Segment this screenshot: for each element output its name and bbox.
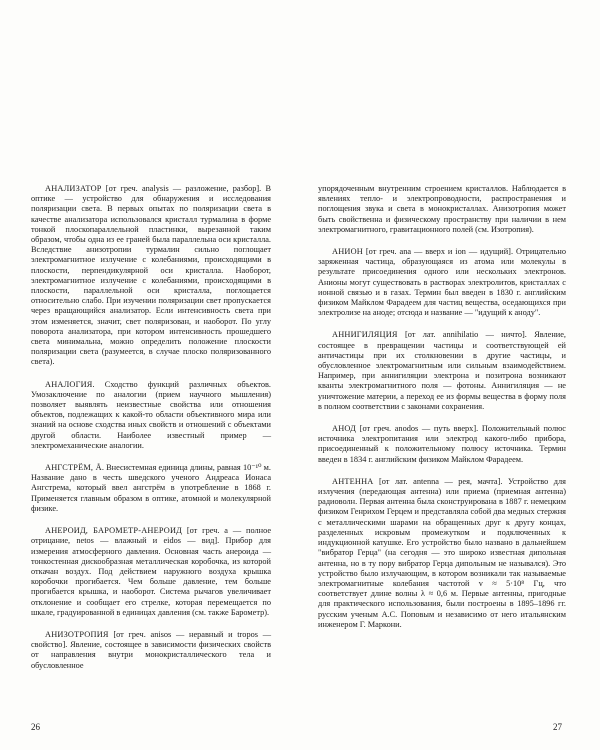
entry-headword: АНИОН [332,247,363,257]
entry-headword: АННИГИЛЯЦИЯ [332,330,398,340]
entry-headword: АНАЛОГИЯ [45,379,93,389]
entry-text: [от греч. anodos — путь вверх]. Положительный полюс источника электропитания или электрод какого-либо прибора, присоединенный к положительному полюсу источника. Термин введен в 1834 г. английским физиком Майклом Фарадеем. [318,424,566,464]
entry-analogy [31,380,271,451]
entry-text: [от греч. ana — вверх и ion — идущий]. Отрицательно заряженная частица, образующаяся из атома или молекулы в результате присоединения одного или нескольких электронов. Анионы могут существовать в растворах электролитов, кристаллах с ионной связью и в газах. Термин был введен в 1830 г. английским физиком Майклом Фарадеем для частиц вещества, оседающихся при электролизе на аноде; отсюда и название — "идущий к аноду". [318,247,566,318]
entry-headword: АНГСТРЁМ, Å [45,463,102,473]
entry-text: [от греч. а — полное отрицание, netos — влажный и eidos — вид]. Прибор для измерения атмосферного давления. Основная часть анероида — тонкостенная дискообразная металлическая коробочка, из которой откачан воздух. Под действием наружного воздуха крышка коробочки прогибается. Чем больше давление, тем больше прогибается крышка, и наоборот. Система рычагов увеличивает отклонение и сообщает его стрелке, которая перемещается по шкале, градуированной в единицах давления (см. также Барометр). [31,526,272,617]
entry-text: упорядоченным внутренним строением кристаллов. Наблюдается в явлениях тепло- и электропроводности, распространения и поглощения звука и света в монокристаллах. Анизотропия может быть свойственна и физическому пространству при наличии в нем электромагнитного, гравитационного полей (см. Изотропия). [318,184,566,234]
page-number-right: 27 [553,722,562,732]
entry-text: . Сходство функций различных объектов. Умозаключение по аналогии (прием научного мышления) позволяет выявлять неизвестные свойства или отношения объектов, подлежащих к какой-то области объективного мира или знаний на основе сходства иных свойств и отношений с объектами другой области. Наиболее известный пример — электромеханические аналогии. [31,379,271,450]
left-column [31,184,271,680]
entry-text: . Внесистемная единица длины, равная 10⁻¹⁰ м. Название дано в честь шведского ученого Андреаса Ионаса Ангстрема, который ввел ангстрём в употребление в 1868 г. Применяется главным образом в оптике, атомной и молекулярной физике. [31,463,271,513]
entry-anisotropy-continued [318,184,566,235]
entry-annihilation [318,330,566,412]
entry-headword: АНТЕННА [332,476,374,486]
entry-anode [318,424,566,465]
entry-headword: АНИЗОТРОПИЯ [45,629,109,639]
entry-anisotropy [31,630,271,671]
entry-headword: АНОД [332,424,357,434]
entry-text: [от греч. analysis — разложение, разбор]. В оптике — устройство для обнаружения и исследования поляризации света. В первых опытах по поляризации света в качестве анализатора использовался кристалл турмалина в форме тонкой плоскопараллельной пластинки, вырезанной таким образом, чтобы одна из ее граней была параллельна оси кристалла. Вследствие анизотропии турмалин сильно поглощает электромагнитное излучение с колебаниями, происходящими в плоскости, перпендикулярной оси кристалла. Наоборот, электромагнитное излучение с колебаниями, происходящими в плоскости, параллельной оси кристалла, поглощается относительно слабо. При изучении поляризации свет пропускается через вращающийся анализатор. Если интенсивность света при этом изменяется, значит, свет поляризован, и наоборот. По углу поворота анализатора, при котором интенсивность прошедшего света минимальна, можно определить положение плоскости поляризации света (разумеется, в случае плоско поляризованного света). [31,184,271,367]
entry-aneroid [31,526,271,618]
entry-text: [от лат. annihilatio — ничто]. Явление, состоящее в превращении частицы и соответствующей ей античастицы при их столкновении в другие частицы, и обусловленное электромагнитным или сильным взаимодействием. Например, при аннигиляции электрона и позитрона возникают кванты электромагнитного поля — фотоны. Аннигиляция — не уничтожение материи, а переход ее из формы вещества в форму поля в полном соответствии с законами сохранения. [318,330,566,411]
entry-headword: АНАЛИЗАТОР [45,184,102,193]
entry-headword: АНЕРОИД, БАРОМЕТР-АНЕРОИД [45,526,183,536]
right-column [318,184,566,639]
page-number-left: 26 [31,722,40,732]
entry-angstrom [31,463,271,514]
entry-antenna [318,477,566,630]
entry-text: [от греч. anisos — неравный и tropos — свойство]. Явление, состоящее в зависимости физических свойств от направления внутри монокристаллического тела и обусловленное [31,629,271,670]
entry-text: [от лат. antenna — рея, мачта]. Устройство для излучения (передающая антенна) или приема (приемная антенна) радиоволн. Первая антенна была сконструирована в 1887 г. немецким физиком Генрихом Герцем и представляла собой два медных стержня с металлическими шарами на обращенных друг к другу концах, разделенных искровым промежутком и подключенных к индукционной катушке. Его устройство было названо в дальнейшем "вибратор Герца" (на сегодня — это широко известная дипольная антенна, но в ту пору вибратор Герца дипольным не назывался). Это устройство было излучающим, в котором возникали так называемые электромагнитные колебания частотой v ≈ 5·10⁸ Гц, что соответствует длине волны λ ≈ 0,6 м. Первые антенны, пригодные для практического использования, были построены в 1895–1896 гг. русским ученым А.С. Поповым и независимо от него итальянским инженером Г. Маркони. [318,476,566,629]
entry-anion [318,247,566,318]
entry-analyzer [31,184,271,368]
